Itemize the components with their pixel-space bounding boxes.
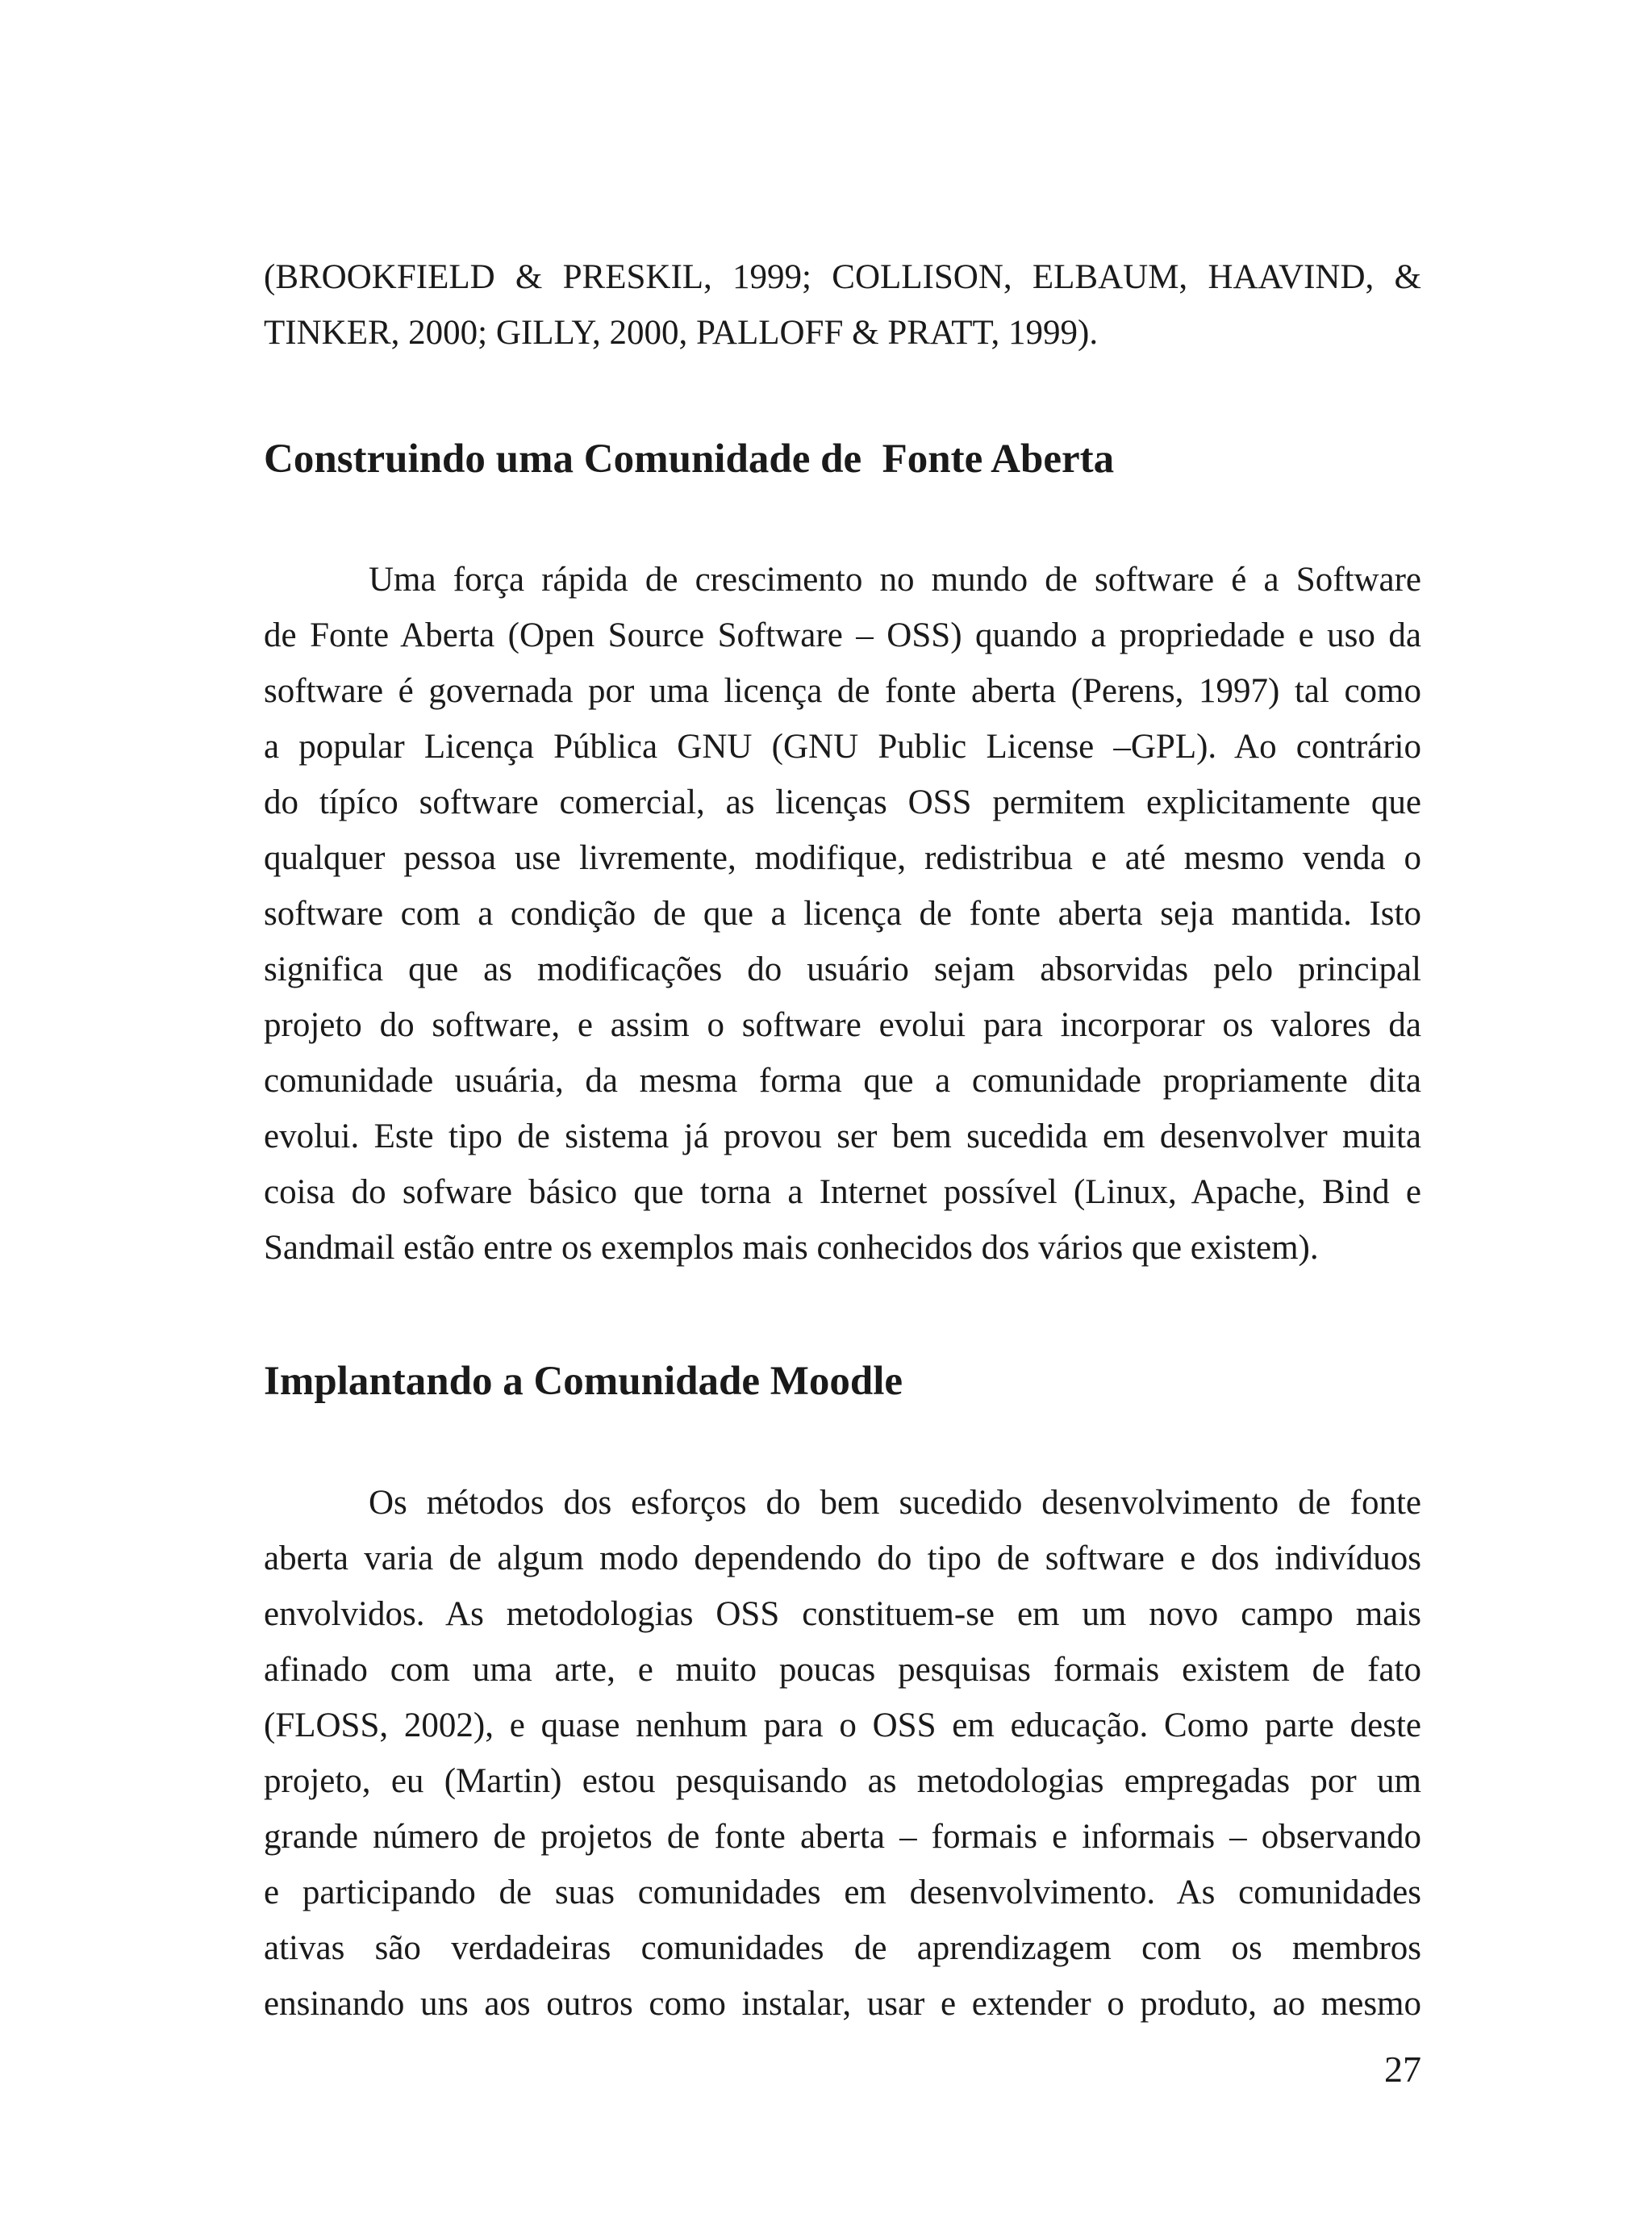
section-heading-construindo: Construindo uma Comunidade de Fonte Aberta bbox=[264, 437, 1115, 482]
text-line: (BROOKFIELD & PRESKIL, 1999; COLLISON, ELBAUM, HAAVIND, & bbox=[264, 258, 1421, 296]
text-line: comunidade usuária, da mesma forma que a comunidade propriamente dita bbox=[264, 1062, 1421, 1100]
continuation-paragraph bbox=[264, 249, 1421, 361]
text-line: ativas são verdadeiras comunidades de aprendizagem com os membros bbox=[264, 1929, 1421, 1967]
text-line: Uma força rápida de crescimento no mundo de software é a Software bbox=[369, 561, 1421, 599]
page-number: 27 bbox=[1384, 2049, 1421, 2090]
text-line: significa que as modificações do usuário sejam absorvidas pelo principal bbox=[264, 950, 1421, 988]
text-line: Os métodos dos esforços do bem sucedido desenvolvimento de fonte bbox=[369, 1484, 1421, 1522]
text-line: projeto do software, e assim o software evolui para incorporar os valores da bbox=[264, 1006, 1421, 1044]
text-line: software com a condição de que a licença de fonte aberta seja mantida. Isto bbox=[264, 895, 1421, 933]
text-line: evolui. Este tipo de sistema já provou ser bem sucedida em desenvolver muita bbox=[264, 1117, 1421, 1155]
section-heading-implantando: Implantando a Comunidade Moodle bbox=[264, 1359, 903, 1404]
text-line: a popular Licença Pública GNU (GNU Public License –GPL). Ao contrário bbox=[264, 728, 1421, 766]
text-line: afinado com uma arte, e muito poucas pesquisas formais existem de fato bbox=[264, 1651, 1421, 1689]
text-line: (FLOSS, 2002), e quase nenhum para o OSS em educação. Como parte deste bbox=[264, 1706, 1421, 1744]
text-line: software é governada por uma licença de fonte aberta (Perens, 1997) tal como bbox=[264, 672, 1421, 710]
text-line: Sandmail estão entre os exemplos mais conhecidos dos vários que existem). bbox=[264, 1229, 1319, 1267]
paragraph-implantando bbox=[264, 1475, 1421, 2032]
text-line: grande número de projetos de fonte aberta – formais e informais – observando bbox=[264, 1818, 1421, 1856]
text-line: projeto, eu (Martin) estou pesquisando as metodologias empregadas por um bbox=[264, 1762, 1421, 1800]
text-line: de Fonte Aberta (Open Source Software – OSS) quando a propriedade e uso da bbox=[264, 616, 1421, 654]
text-line: aberta varia de algum modo dependendo do tipo de software e dos indivíduos bbox=[264, 1539, 1421, 1577]
text-line: e participando de suas comunidades em desenvolvimento. As comunidades bbox=[264, 1873, 1421, 1911]
text-line: coisa do sofware básico que torna a Internet possível (Linux, Apache, Bind e bbox=[264, 1173, 1421, 1211]
text-line: qualquer pessoa use livremente, modifique, redistribua e até mesmo venda o bbox=[264, 839, 1421, 877]
paragraph-construindo bbox=[264, 552, 1421, 1276]
text-line: TINKER, 2000; GILLY, 2000, PALLOFF & PRATT, 1999). bbox=[264, 314, 1099, 352]
text-line: do típíco software comercial, as licenças OSS permitem explicitamente que bbox=[264, 783, 1421, 821]
text-line: ensinando uns aos outros como instalar, usar e extender o produto, ao mesmo bbox=[264, 1985, 1421, 2023]
text-line: envolvidos. As metodologias OSS constituem-se em um novo campo mais bbox=[264, 1595, 1421, 1633]
